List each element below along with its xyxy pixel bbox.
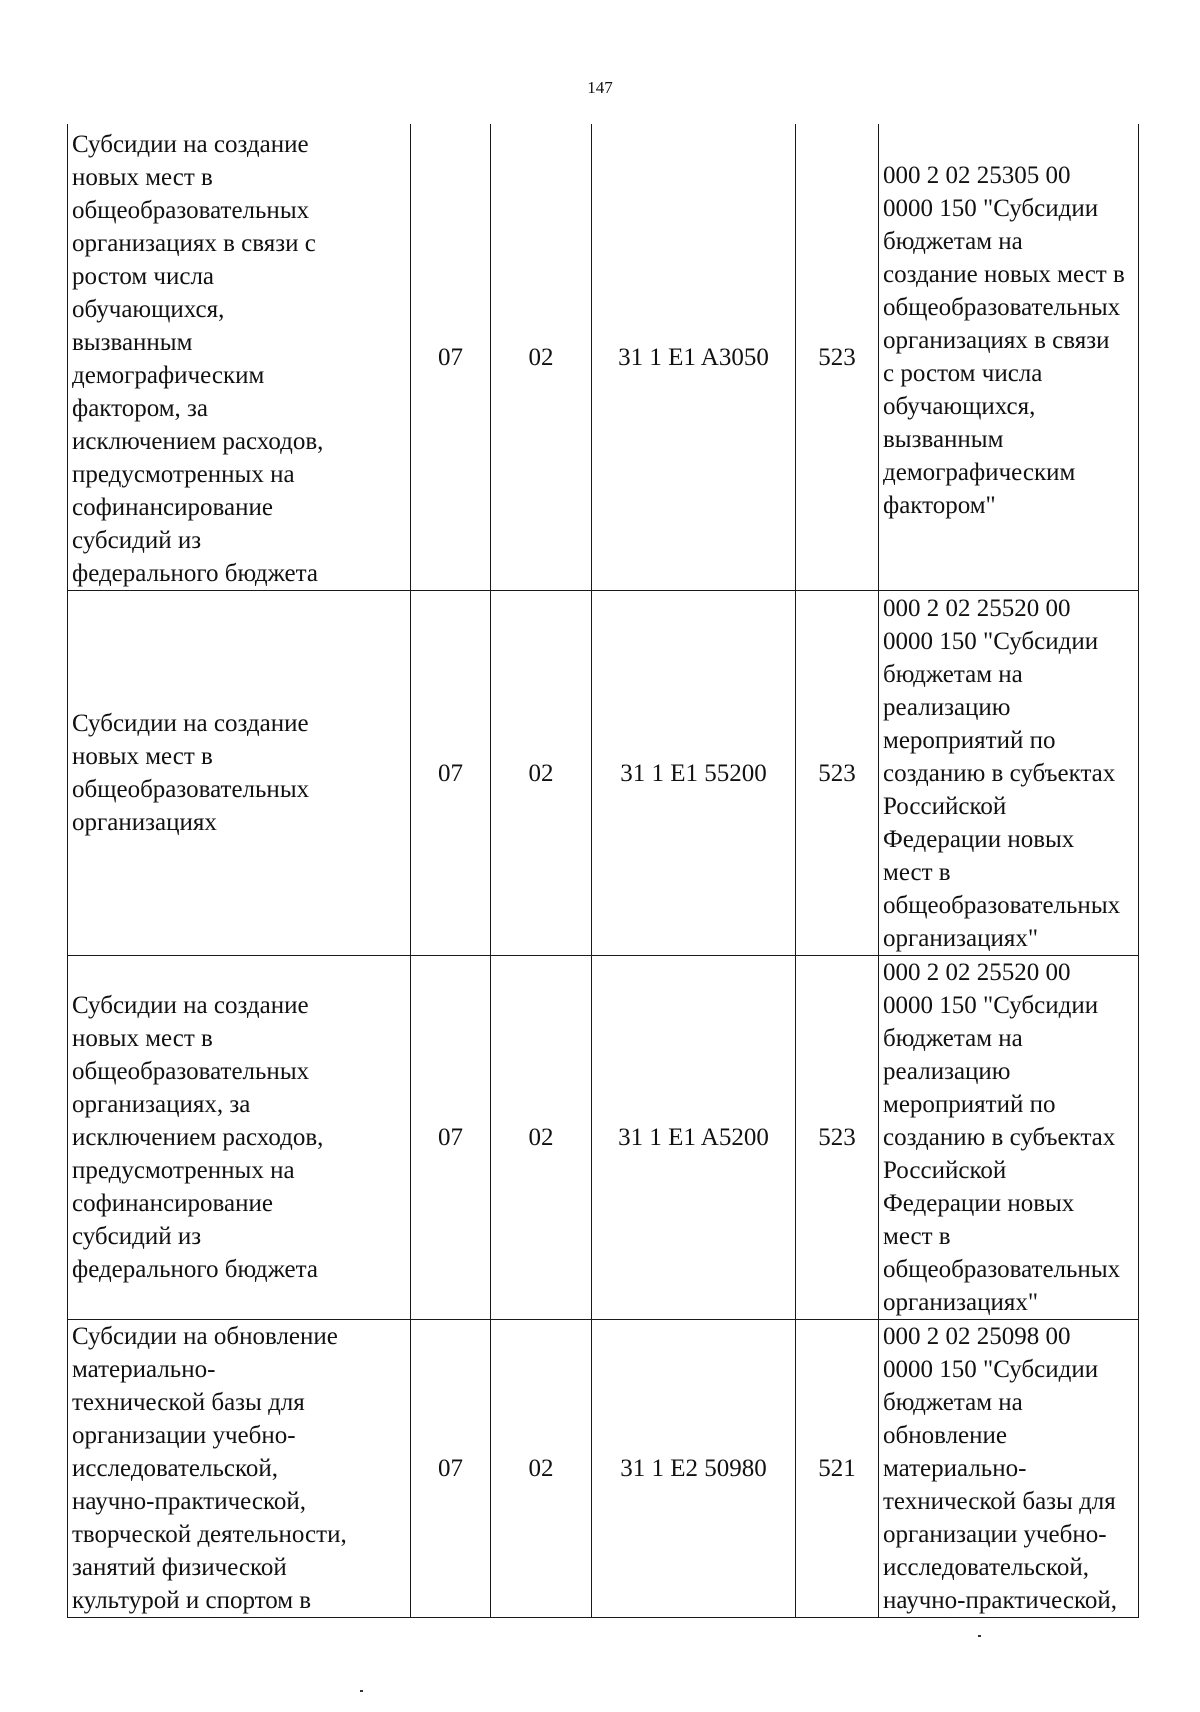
subsection-cell: 02 [491,956,592,1320]
budget-table [67,124,1139,1618]
row-name-text: Субсидии на обновление материально- технической базы для организации учебно- исследовательской, научно-практической, творческой деятельности, занятий физической культурой и спортом в [72,1323,347,1614]
section-cell: 07 [411,1320,491,1618]
subsection-cell: 02 [491,591,592,956]
section-cell: 07 [411,956,491,1320]
row-name-cell [68,591,411,956]
table-row [68,124,1139,591]
expense-type-cell: 523 [796,591,879,956]
revenue-code-text: 000 2 02 25520 00 0000 150 "Субсидии бюджетам на реализацию мероприятий по созданию в субъектах Российской Федерации новых мест в общеобразовательных организациях" [883,594,1121,952]
revenue-code-cell [879,591,1139,956]
row-name-cell [68,124,411,591]
row-name-cell [68,956,411,1320]
revenue-code-text: 000 2 02 25098 00 0000 150 "Субсидии бюджетам на обновление материально- технической базы для организации учебно- исследовательской, научно-практической, [883,1323,1117,1614]
section-cell: 07 [411,591,491,956]
target-article-cell: 31 1 E1 A3050 [592,124,796,591]
expense-type-cell: 521 [796,1320,879,1618]
page-number: 147 [587,78,613,97]
table-row [68,591,1139,956]
table-row [68,1320,1139,1618]
row-name-cell [68,1320,411,1618]
expense-type-cell: 523 [796,956,879,1320]
subsection-cell: 02 [491,1320,592,1618]
revenue-code-cell [879,1320,1139,1618]
section-cell: 07 [411,124,491,591]
row-name-text: Субсидии на создание новых мест в общеобразовательных организациях [72,710,310,836]
expense-type-cell: 523 [796,124,879,591]
target-article-cell: 31 1 E2 50980 [592,1320,796,1618]
revenue-code-text: 000 2 02 25305 00 0000 150 "Субсидии бюджетам на создание новых мест в общеобразовательных организациях в связи с ростом числа обучающихся, вызванным демографическим фактором" [883,161,1125,519]
scan-speck [978,1635,981,1637]
row-name-text: Субсидии на создание новых мест в общеобразовательных организациях в связи с ростом числа обучающихся, вызванным демографическим фактором, за исключением расходов, предусмотренных на софинансирование субсидий из федерального бюджета [72,131,324,587]
row-name-text: Субсидии на создание новых мест в общеобразовательных организациях, за исключением расходов, предусмотренных на софинансирование субсидий из федерального бюджета [72,992,324,1283]
revenue-code-cell [879,956,1139,1320]
revenue-code-cell [879,124,1139,591]
scan-speck [360,1690,363,1692]
subsection-cell: 02 [491,124,592,591]
revenue-code-text: 000 2 02 25520 00 0000 150 "Субсидии бюджетам на реализацию мероприятий по созданию в субъектах Российской Федерации новых мест в общеобразовательных организациях" [883,959,1121,1316]
target-article-cell: 31 1 E1 55200 [592,591,796,956]
target-article-cell: 31 1 E1 A5200 [592,956,796,1320]
table-row [68,956,1139,1320]
